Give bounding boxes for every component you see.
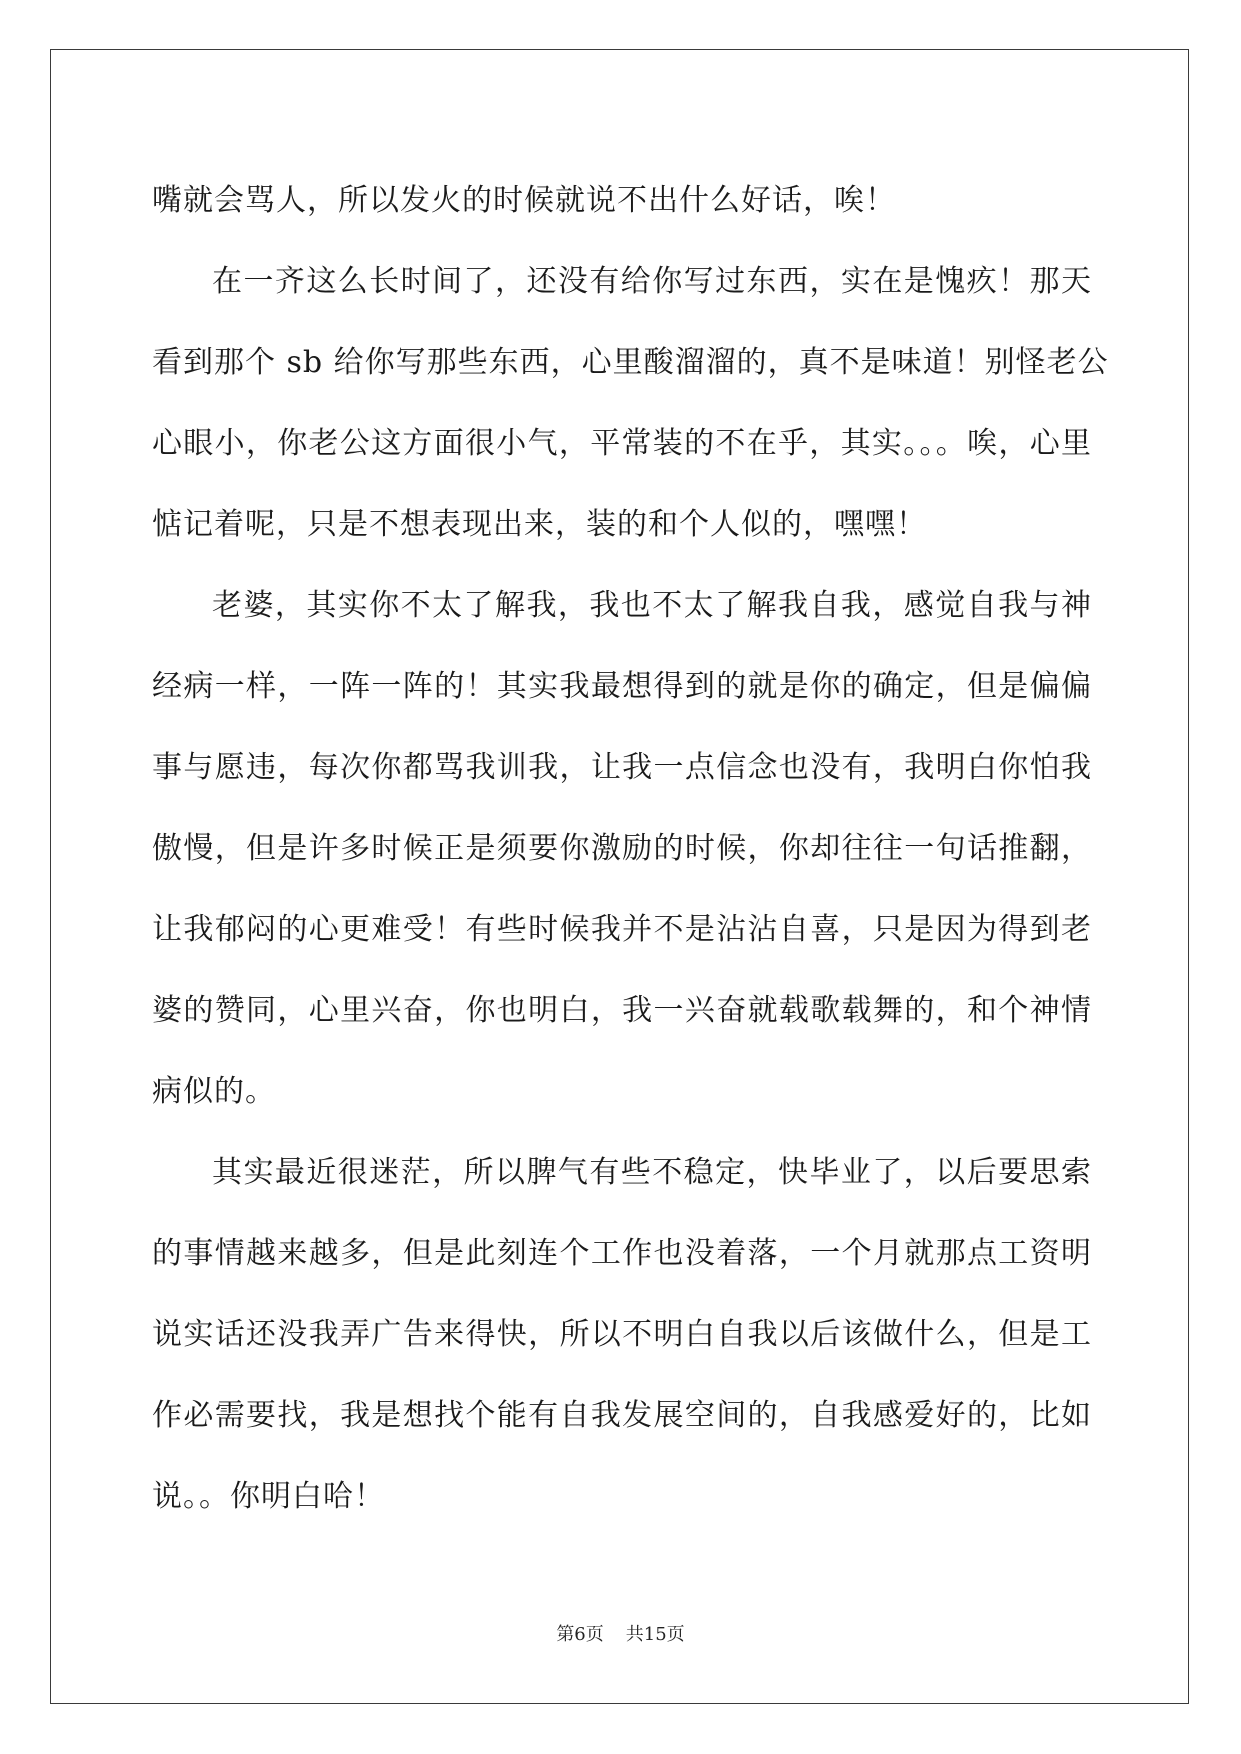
text-line: 看到那个 sb 给你写那些东西，心里酸溜溜的，真不是味道！别怪老公 [152, 345, 1109, 380]
text-line: 作必需要找，我是想找个能有自我发展空间的，自我感爱好的，比如 [152, 1398, 1092, 1433]
text-line: 在一齐这么长时间了，还没有给你写过东西，实在是愧疚！那天 [212, 264, 1092, 299]
page-footer [0, 1620, 1241, 1646]
document-body [152, 160, 1109, 1537]
text-line: 经病一样，一阵一阵的！其实我最想得到的就是你的确定，但是偏偏 [152, 669, 1092, 704]
text-line: 说实话还没我弄广告来得快，所以不明白自我以后该做什么，但是工 [152, 1317, 1092, 1352]
text-line: 事与愿违，每次你都骂我训我，让我一点信念也没有，我明白你怕我 [152, 750, 1092, 785]
text-line: 的事情越来越多，但是此刻连个工作也没着落，一个月就那点工资明 [152, 1236, 1092, 1271]
text-line: 惦记着呢，只是不想表现出来，装的和个人似的，嘿嘿！ [152, 507, 927, 542]
page-total: 共15页 [625, 1624, 685, 1645]
text-line: 说。。你明白哈！ [152, 1479, 385, 1514]
text-line: 老婆，其实你不太了解我，我也不太了解我自我，感觉自我与神 [212, 588, 1092, 623]
text-line: 婆的赞同，心里兴奋，你也明白，我一兴奋就载歌载舞的，和个神情 [152, 993, 1092, 1028]
text-line: 其实最近很迷茫，所以脾气有些不稳定，快毕业了，以后要思索 [212, 1155, 1092, 1190]
page-number: 第6页 [556, 1624, 604, 1645]
text-line: 心眼小，你老公这方面很小气，平常装的不在乎，其实。。。唉，心里 [152, 426, 1092, 461]
text-line: 傲慢，但是许多时候正是须要你激励的时候，你却往往一句话推翻， [152, 831, 1092, 866]
text-line: 嘴就会骂人，所以发火的时候就说不出什么好话，唉！ [152, 183, 896, 218]
text-line: 让我郁闷的心更难受！有些时候我并不是沾沾自喜，只是因为得到老 [152, 912, 1092, 947]
text-line: 病似的。 [152, 1074, 276, 1109]
